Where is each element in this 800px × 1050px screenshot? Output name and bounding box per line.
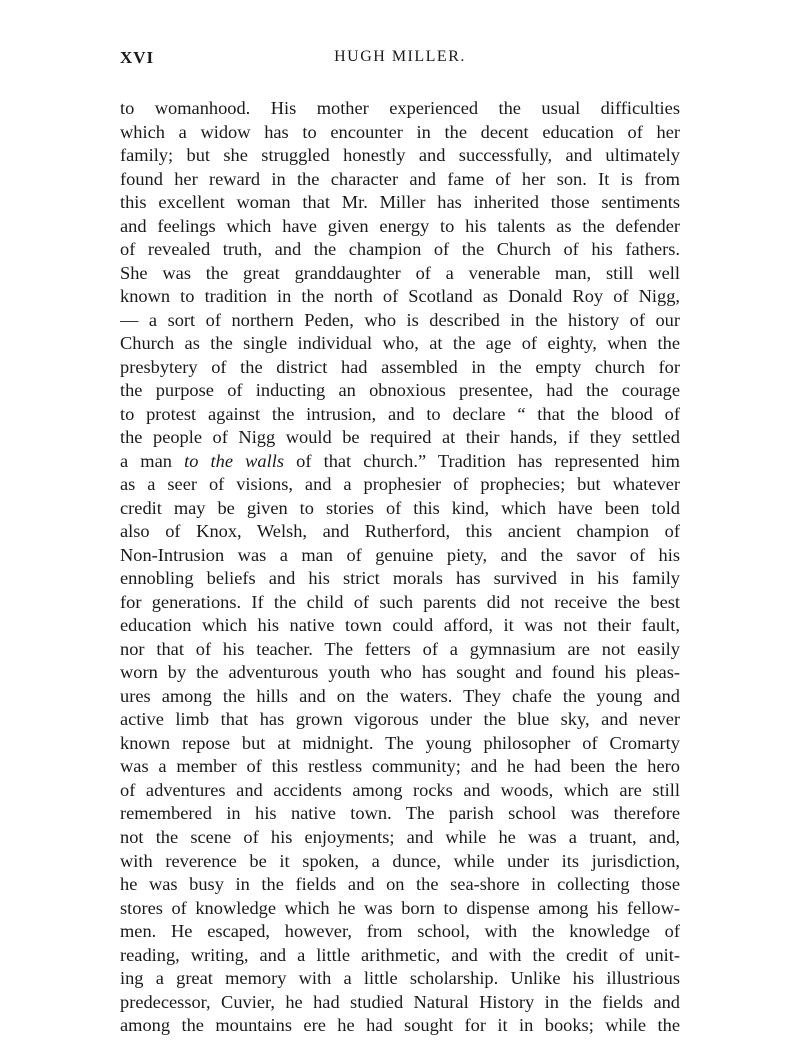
text-line: the people of Nigg would be required at their hands, if they settled [120,427,680,448]
text-line: of adventures and accidents among rocks and woods, which are still [120,779,680,800]
text-segment: of that church.” Tradition has represented him [284,450,680,471]
text-line: family; but she struggled honestly and successfully, and ultimately [120,145,680,166]
text-line: ing a great memory with a little scholarship. Unlike his illustrious [120,968,680,989]
text-line: presbytery of the district had assembled in the empty church for [120,356,680,377]
text-line: among the mountains ere he had sought for it in books; while the [120,1015,680,1036]
text-line: also of Knox, Welsh, and Rutherford, this ancient champion of [120,521,680,542]
running-head [120,48,680,72]
text-line: men. He escaped, however, from school, with the knowledge of [120,921,680,942]
text-line: this excellent woman that Mr. Miller has inherited those sentiments [120,192,680,213]
text-line: nor that of his teacher. The fetters of a gymnasium are not easily [120,638,680,659]
page-number: XVI [120,48,155,67]
body-text [120,97,680,1038]
text-line: ures among the hills and on the waters. They chafe the young and [120,685,680,706]
italic-phrase: to the walls [184,450,284,471]
text-line: was a member of this restless community; and he had been the hero [120,756,680,777]
text-line: Church as the single individual who, at the age of eighty, when the [120,333,680,354]
text-line: the purpose of inducting an obnoxious presentee, had the courage [120,380,680,401]
text-line: known to tradition in the north of Scotland as Donald Roy of Nigg, [120,286,680,307]
text-line: ennobling beliefs and his strict morals has survived in his family [120,568,680,589]
text-line-with-italic [120,450,680,474]
text-line: She was the great granddaughter of a venerable man, still well [120,262,680,283]
text-line: not the scene of his enjoyments; and while he was a truant, and, [120,826,680,847]
text-line: which a widow has to encounter in the decent education of her [120,121,680,142]
text-line: credit may be given to stories of this kind, which have been told [120,497,680,518]
text-line: stores of knowledge which he was born to dispense among his fellow- [120,897,680,918]
text-line: known repose but at midnight. The young philosopher of Cromarty [120,732,680,753]
text-line: active limb that has grown vigorous under the blue sky, and never [120,709,680,730]
text-line: and feelings which have given energy to his talents as the defender [120,215,680,236]
text-line: of revealed truth, and the champion of the Church of his fathers. [120,239,680,260]
text-line: with reverence be it spoken, a dunce, while under its jurisdiction, [120,850,680,871]
text-line: Non-Intrusion was a man of genuine piety, and the savor of his [120,544,680,565]
text-line: predecessor, Cuvier, he had studied Natural History in the fields and [120,991,680,1012]
text-line: remembered in his native town. The parish school was therefore [120,803,680,824]
text-line: reading, writing, and a little arithmetic, and with the credit of unit- [120,944,680,965]
text-line: — a sort of northern Peden, who is described in the history of our [120,309,680,330]
text-line: education which his native town could afford, it was not their fault, [120,615,680,636]
text-line: to womanhood. His mother experienced the usual difficulties [120,98,680,118]
text-segment: a man [120,450,185,471]
text-line: found her reward in the character and fame of her son. It is from [120,168,680,189]
running-title: HUGH MILLER. [334,48,466,65]
text-line: to protest against the intrusion, and to declare “ that the blood of [120,403,680,424]
text-line: as a seer of visions, and a prophesier of prophecies; but whatever [120,474,680,495]
text-line: worn by the adventurous youth who has sought and found his pleas- [120,662,680,683]
text-line: for generations. If the child of such parents did not receive the best [120,591,680,612]
text-line: he was busy in the fields and on the sea-shore in collecting those [120,874,680,895]
